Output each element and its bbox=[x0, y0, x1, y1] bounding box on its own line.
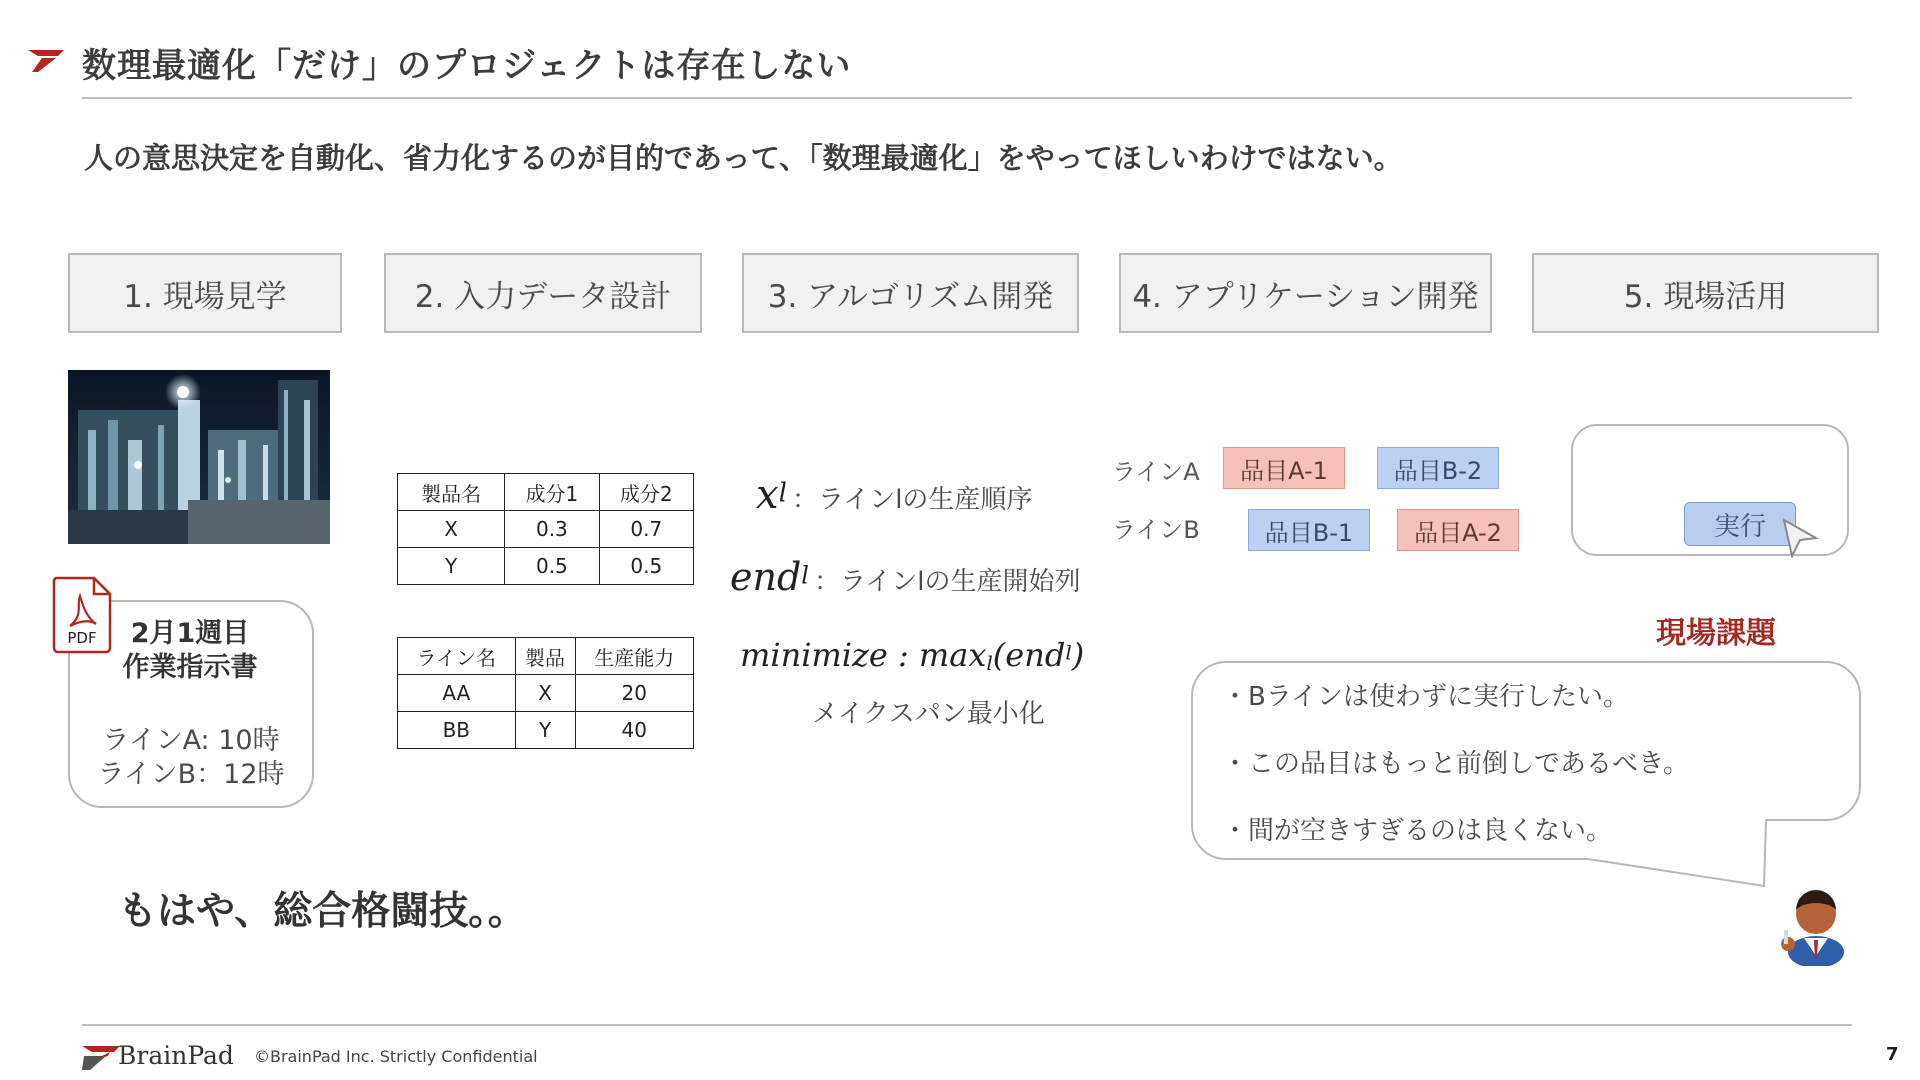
header-logo-mark-icon bbox=[28, 48, 68, 72]
brainpad-logo-text: BrainPad bbox=[118, 1040, 234, 1070]
table-row bbox=[398, 712, 694, 749]
work-order-week-text: 2月1週目 bbox=[130, 618, 250, 649]
table-cell: Y bbox=[515, 712, 575, 749]
work-order-line-a: ラインA: 10時 bbox=[102, 725, 280, 756]
table-header-cell: 生産能力 bbox=[575, 638, 693, 675]
page-title: 数理最適化「だけ」のプロジェクトは存在しない bbox=[82, 46, 852, 86]
table-cell: Y bbox=[398, 548, 505, 585]
schedule-item-b1: 品目B-1 bbox=[1248, 509, 1370, 551]
conclusion-text: もはや、総合格闘技。。 bbox=[118, 889, 527, 934]
step-3-box: 3. アルゴリズム開発 bbox=[742, 253, 1079, 333]
table-header-cell: 成分1 bbox=[505, 474, 599, 511]
formula-variable-x bbox=[756, 472, 1032, 518]
issues-title: 現場課題 bbox=[1656, 616, 1776, 651]
formula-objective-prefix: minimize : max bbox=[740, 636, 987, 674]
table-cell: 0.5 bbox=[599, 548, 693, 585]
work-order-title: 作業指示書 bbox=[122, 652, 258, 683]
table-header-cell: ライン名 bbox=[398, 638, 516, 675]
issue-item-3: ・間が空きすぎるのは良くない。 bbox=[1222, 816, 1613, 846]
formula-end-symbol: end bbox=[730, 555, 802, 599]
table-row bbox=[398, 548, 694, 585]
schedule-item-a1: 品目A-1 bbox=[1223, 447, 1345, 489]
table-cell: 0.7 bbox=[599, 511, 693, 548]
issue-item-2: ・この品目はもっと前倒しであるべき。 bbox=[1222, 749, 1689, 779]
table-cell: AA bbox=[398, 675, 516, 712]
formula-end-desc: ：ラインlの生産開始列 bbox=[814, 567, 1081, 597]
schedule-item-a2: 品目A-2 bbox=[1397, 509, 1519, 551]
step-5-box: 5. 現場活用 bbox=[1532, 253, 1879, 333]
work-order-line-b: ラインB：12時 bbox=[97, 759, 285, 790]
table-header-cell: 製品 bbox=[515, 638, 575, 675]
step-1-box: 1. 現場見学 bbox=[68, 253, 342, 333]
formula-objective-close: ) bbox=[1071, 636, 1085, 674]
mouse-cursor-icon bbox=[1782, 518, 1822, 558]
table-header-cell: 製品名 bbox=[398, 474, 505, 511]
table-row bbox=[398, 675, 694, 712]
work-order-week bbox=[110, 617, 270, 685]
table-cell: X bbox=[515, 675, 575, 712]
formula-objective-sup: l bbox=[1065, 640, 1072, 665]
step-4-box: 4. アプリケーション開発 bbox=[1119, 253, 1492, 333]
issue-item-1: ・Bラインは使わずに実行したい。 bbox=[1222, 682, 1630, 712]
table-cell: 0.5 bbox=[505, 548, 599, 585]
factory-photo bbox=[68, 370, 330, 544]
schedule-line-b-label: ラインB bbox=[1112, 516, 1200, 544]
run-button[interactable]: 実行 bbox=[1684, 502, 1796, 546]
product-table bbox=[397, 473, 694, 585]
schedule-line-a-label: ラインA bbox=[1112, 458, 1200, 486]
formula-x-sup: l bbox=[778, 478, 787, 509]
step-2-box: 2. 入力データ設計 bbox=[384, 253, 702, 333]
formula-objective-open: (end bbox=[992, 636, 1066, 674]
formula-objective-sub: l bbox=[986, 651, 993, 676]
page-subtitle: 人の意思決定を自動化、省力化するのが目的であって、「数理最適化」をやってほしいわけではない。 bbox=[84, 141, 1403, 175]
table-cell: 0.3 bbox=[505, 511, 599, 548]
table-row bbox=[398, 474, 694, 511]
formula-end-sup: l bbox=[801, 561, 809, 590]
formula-variable-end bbox=[730, 555, 1081, 599]
line-capacity-table bbox=[397, 637, 694, 749]
table-cell: BB bbox=[398, 712, 516, 749]
table-cell: 20 bbox=[575, 675, 693, 712]
worker-person-icon bbox=[1774, 886, 1850, 966]
formula-x-desc: ：ラインlの生産順序 bbox=[791, 485, 1033, 515]
formula-objective bbox=[740, 636, 1084, 675]
copyright-text: ©BrainPad Inc. Strictly Confidential bbox=[254, 1047, 538, 1066]
table-header-cell: 成分2 bbox=[599, 474, 693, 511]
table-cell: 40 bbox=[575, 712, 693, 749]
schedule-item-b2: 品目B-2 bbox=[1377, 447, 1499, 489]
formula-x-symbol: x bbox=[756, 472, 779, 518]
formula-objective-desc: メイクスパン最小化 bbox=[812, 699, 1045, 729]
table-row bbox=[398, 511, 694, 548]
pdf-icon-label: PDF bbox=[67, 629, 97, 647]
page-number: 7 bbox=[1886, 1044, 1899, 1065]
footer-divider bbox=[82, 1024, 1852, 1026]
table-cell: X bbox=[398, 511, 505, 548]
table-row bbox=[398, 638, 694, 675]
title-divider bbox=[82, 97, 1852, 99]
brainpad-logo bbox=[80, 1038, 250, 1072]
